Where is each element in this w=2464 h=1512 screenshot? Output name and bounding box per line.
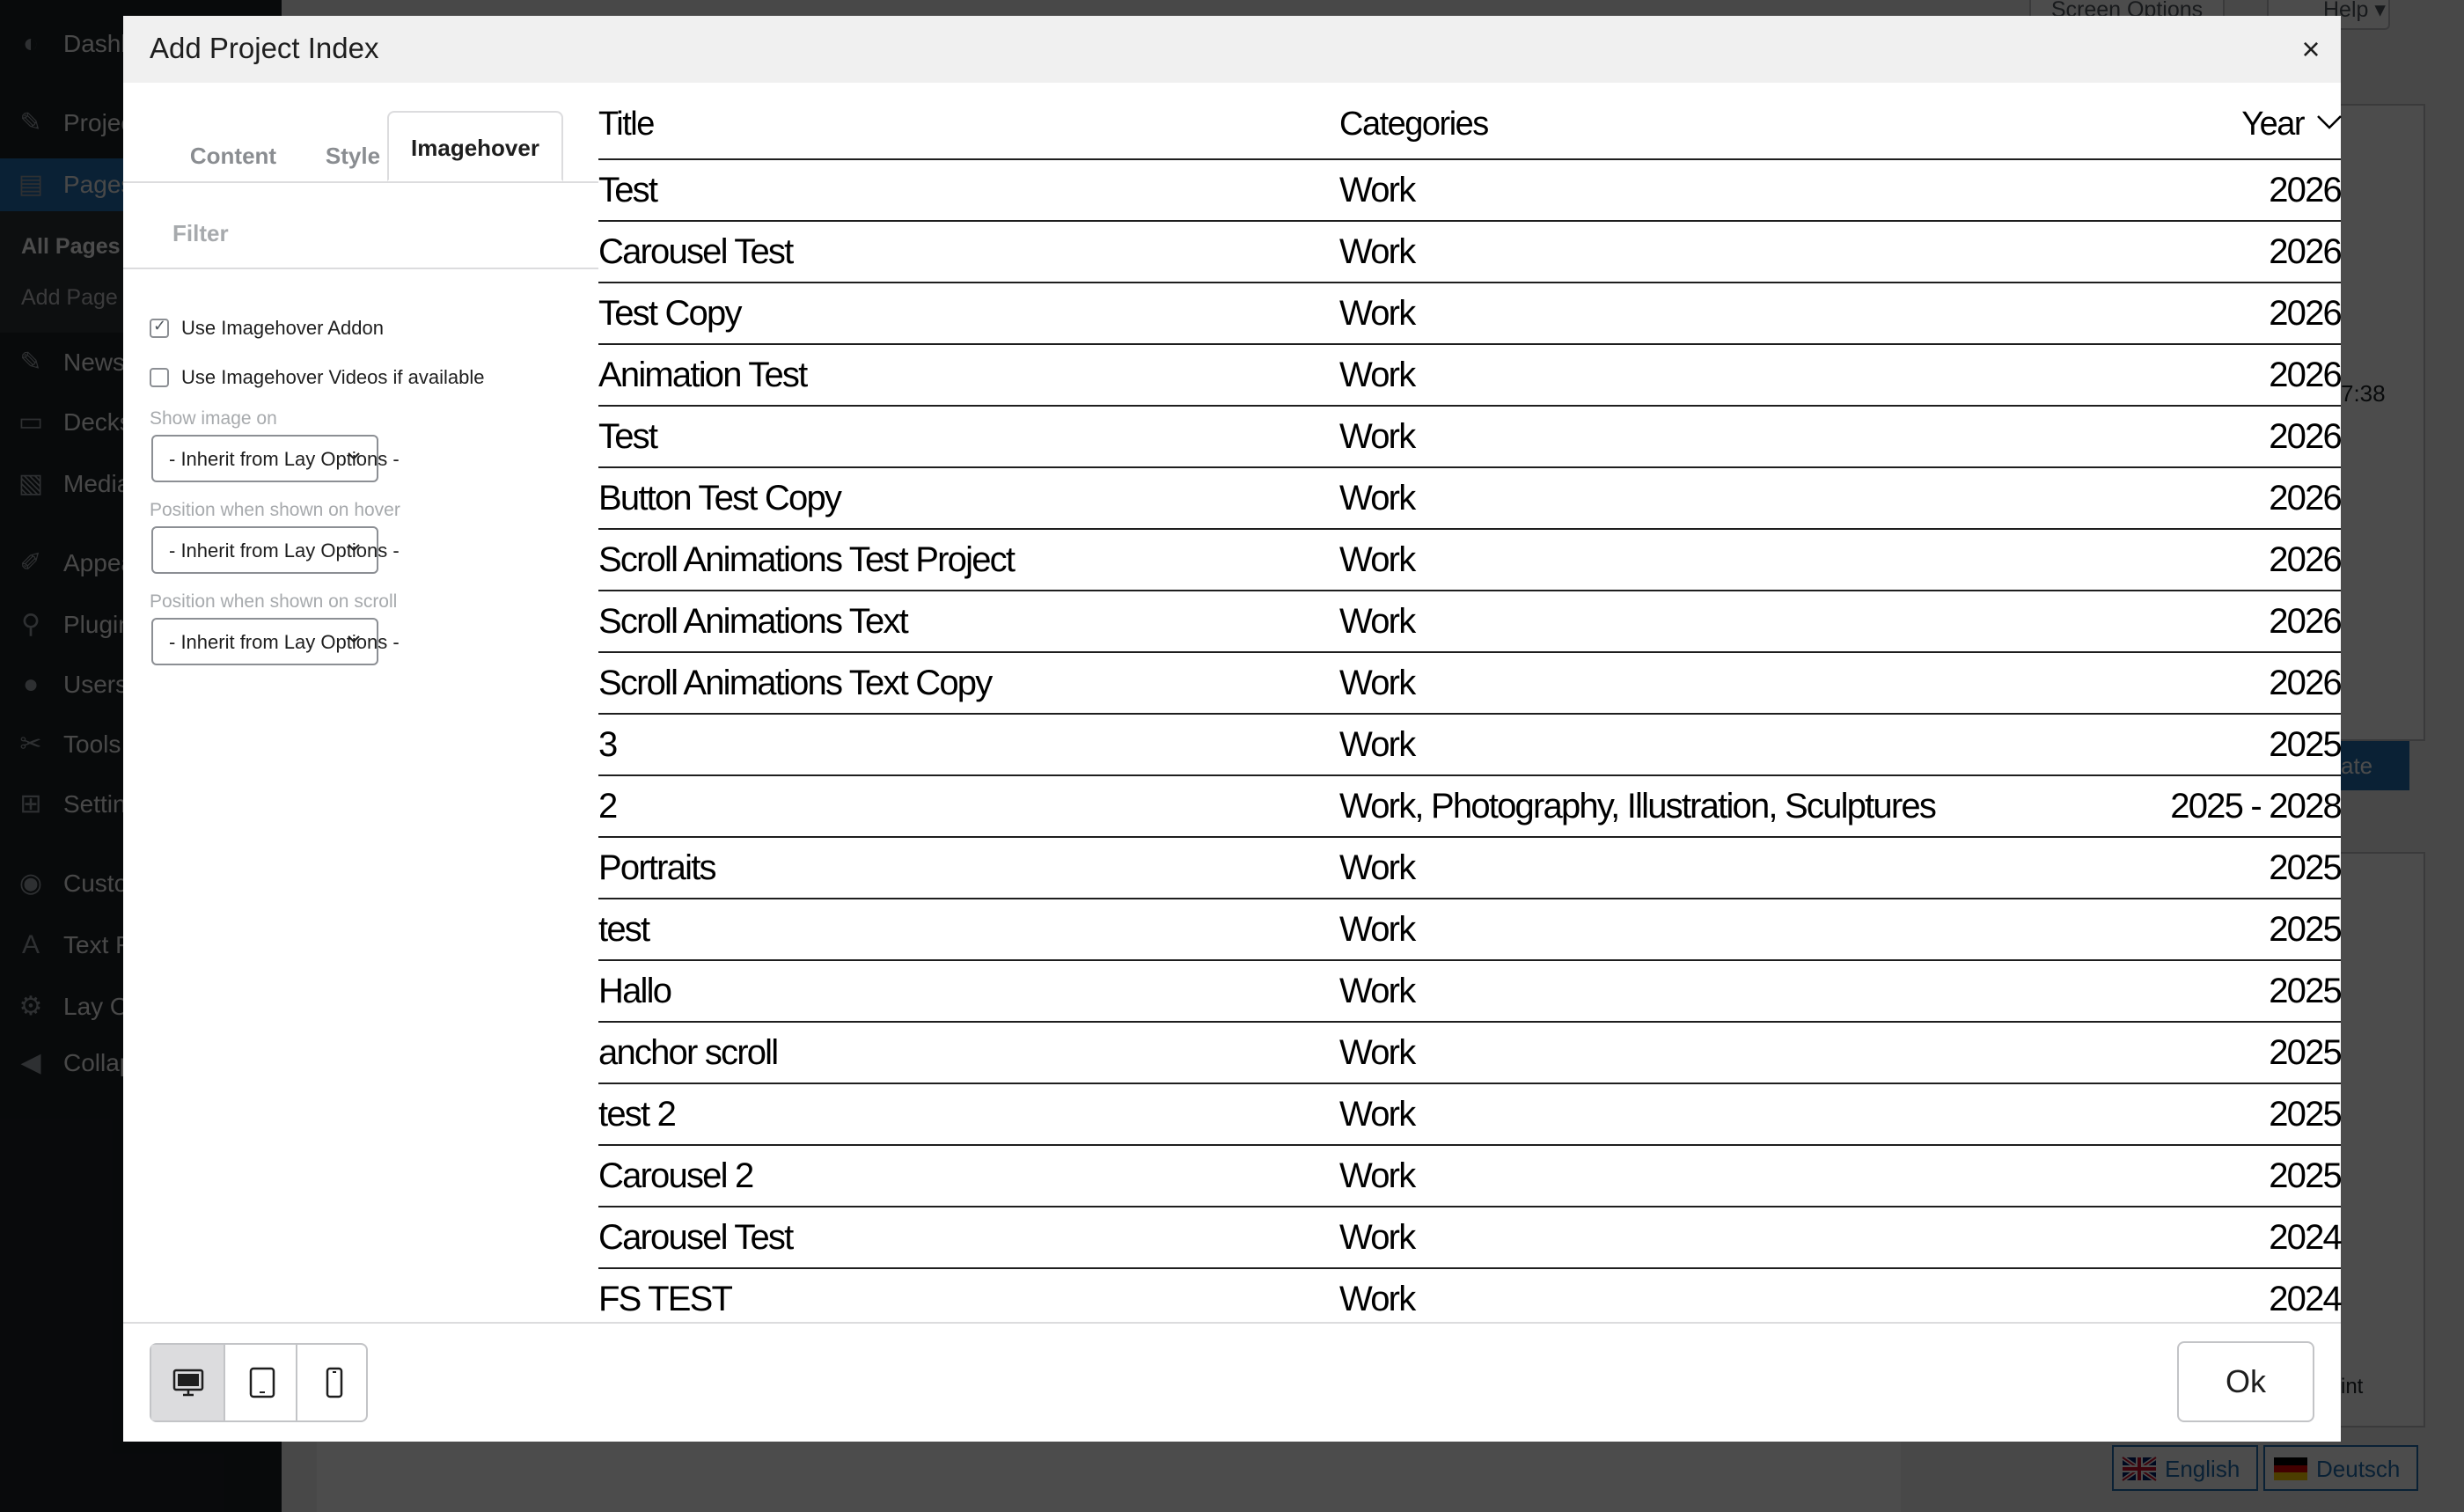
add-project-index-modal [123,16,2341,1440]
position-scroll-select[interactable] [151,618,400,665]
filter-label[interactable]: Filter [172,220,229,246]
table-row[interactable] [598,961,2341,1023]
table-row[interactable] [598,776,2341,838]
row-year: 2026 [2269,232,2341,271]
row-title: Scroll Animations Text [598,602,907,641]
column-header-title[interactable]: Title [598,106,654,143]
row-year: 2026 [2269,479,2341,517]
position-scroll-label: Position when shown on scroll [150,591,398,612]
table-row[interactable] [598,653,2341,715]
row-categories: Work [1339,1156,1415,1195]
table-row[interactable] [598,838,2341,899]
row-title: Scroll Animations Text Copy [598,664,992,702]
table-header [598,83,2341,160]
device-switcher [150,1343,368,1422]
row-title: anchor scroll [598,1033,778,1072]
row-categories: Work, Photography, Illustration, Sculptures [1339,787,1936,826]
row-title: Hallo [598,972,671,1010]
close-icon[interactable]: × [2301,31,2321,67]
row-year: 2025 [2269,910,2341,949]
sort-descending-icon[interactable] [2316,113,2343,130]
chevron-down-icon [345,447,363,465]
column-header-year[interactable]: Year [2241,106,2304,143]
desktop-view-button[interactable] [151,1345,224,1420]
row-categories: Work [1339,910,1415,949]
table-row[interactable] [598,1146,2341,1207]
table-row[interactable] [598,1207,2341,1269]
row-year: 2025 [2269,725,2341,764]
row-year: 2025 [2269,972,2341,1010]
use-imagehover-videos-option[interactable] [150,364,484,391]
row-year: 2026 [2269,540,2341,579]
phone-icon [319,1366,350,1399]
table-row[interactable] [598,468,2341,530]
table-row[interactable] [598,1084,2341,1146]
row-year: 2025 [2269,1095,2341,1134]
column-header-categories[interactable]: Categories [1339,106,1488,143]
use-imagehover-videos-label: Use Imagehover Videos if available [181,366,485,388]
row-title: Animation Test [598,356,807,394]
row-title: Test [598,417,657,456]
row-title: Carousel Test [598,232,793,271]
row-categories: Work [1339,1280,1415,1318]
row-categories: Work [1339,1218,1415,1257]
row-year: 2025 - 2028 [2170,787,2341,826]
table-row[interactable] [598,222,2341,283]
row-title: test 2 [598,1095,676,1134]
tab-imagehover[interactable]: Imagehover [387,111,563,181]
row-year: 2026 [2269,356,2341,394]
row-year: 2025 [2269,1033,2341,1072]
row-title: Button Test Copy [598,479,841,517]
row-year: 2026 [2269,602,2341,641]
row-categories: Work [1339,1033,1415,1072]
settings-panel [123,83,598,1324]
row-categories: Work [1339,417,1415,456]
settings-tabs [123,83,598,183]
row-title: test [598,910,649,949]
tab-content[interactable]: Content [189,143,277,169]
row-title: Test Copy [598,294,741,333]
use-imagehover-addon-label: Use Imagehover Addon [181,317,384,339]
table-row[interactable] [598,715,2341,776]
row-title: Scroll Animations Test Project [598,540,1015,579]
row-year: 2024 [2269,1280,2341,1318]
row-year: 2026 [2269,294,2341,333]
row-year: 2026 [2269,664,2341,702]
table-row[interactable] [598,407,2341,468]
row-categories: Work [1339,171,1415,209]
chevron-down-icon [345,539,363,556]
row-title: Carousel 2 [598,1156,753,1195]
table-row[interactable] [598,899,2341,961]
tablet-icon [246,1366,278,1399]
row-categories: Work [1339,725,1415,764]
row-year: 2026 [2269,417,2341,456]
row-title: Test [598,171,657,209]
chevron-down-icon [345,630,363,648]
ok-button[interactable]: Ok [2177,1341,2314,1422]
row-year: 2025 [2269,1156,2341,1195]
position-hover-label: Position when shown on hover [150,500,400,520]
project-index-preview [598,83,2341,1324]
modal-footer [123,1322,2341,1442]
select-value: - Inherit from Lay Options - [169,631,400,653]
row-title: 2 [598,787,617,826]
row-title: FS TEST [598,1280,732,1318]
select-value: - Inherit from Lay Options - [169,448,400,470]
table-row[interactable] [598,160,2341,222]
row-title: Carousel Test [598,1218,793,1257]
row-year: 2025 [2269,848,2341,887]
row-title: Portraits [598,848,715,887]
row-categories: Work [1339,540,1415,579]
row-year: 2026 [2269,171,2341,209]
tab-style[interactable]: Style [325,143,381,169]
row-categories: Work [1339,1095,1415,1134]
tablet-view-button[interactable] [224,1345,297,1420]
use-imagehover-addon-checkbox[interactable] [150,319,169,338]
row-categories: Work [1339,479,1415,517]
modal-header [123,16,2341,83]
row-categories: Work [1339,602,1415,641]
phone-view-button[interactable] [296,1345,370,1420]
row-title: 3 [598,725,617,764]
table-row[interactable] [598,591,2341,653]
row-categories: Work [1339,294,1415,333]
position-hover-select[interactable] [151,526,400,574]
table-row[interactable] [598,530,2341,591]
show-image-on-label: Show image on [150,408,277,429]
use-imagehover-addon-option[interactable] [150,315,384,341]
table-row[interactable] [598,283,2341,345]
table-row[interactable] [598,345,2341,407]
row-categories: Work [1339,972,1415,1010]
use-imagehover-videos-checkbox[interactable] [150,368,169,387]
modal-title: Add Project Index [150,32,379,64]
select-value: - Inherit from Lay Options - [169,539,400,561]
table-row[interactable] [598,1023,2341,1084]
row-categories: Work [1339,356,1415,394]
row-categories: Work [1339,848,1415,887]
desktop-icon [172,1366,204,1399]
row-year: 2024 [2269,1218,2341,1257]
row-categories: Work [1339,664,1415,702]
show-image-on-select[interactable] [151,435,400,482]
divider [123,268,598,269]
row-categories: Work [1339,232,1415,271]
